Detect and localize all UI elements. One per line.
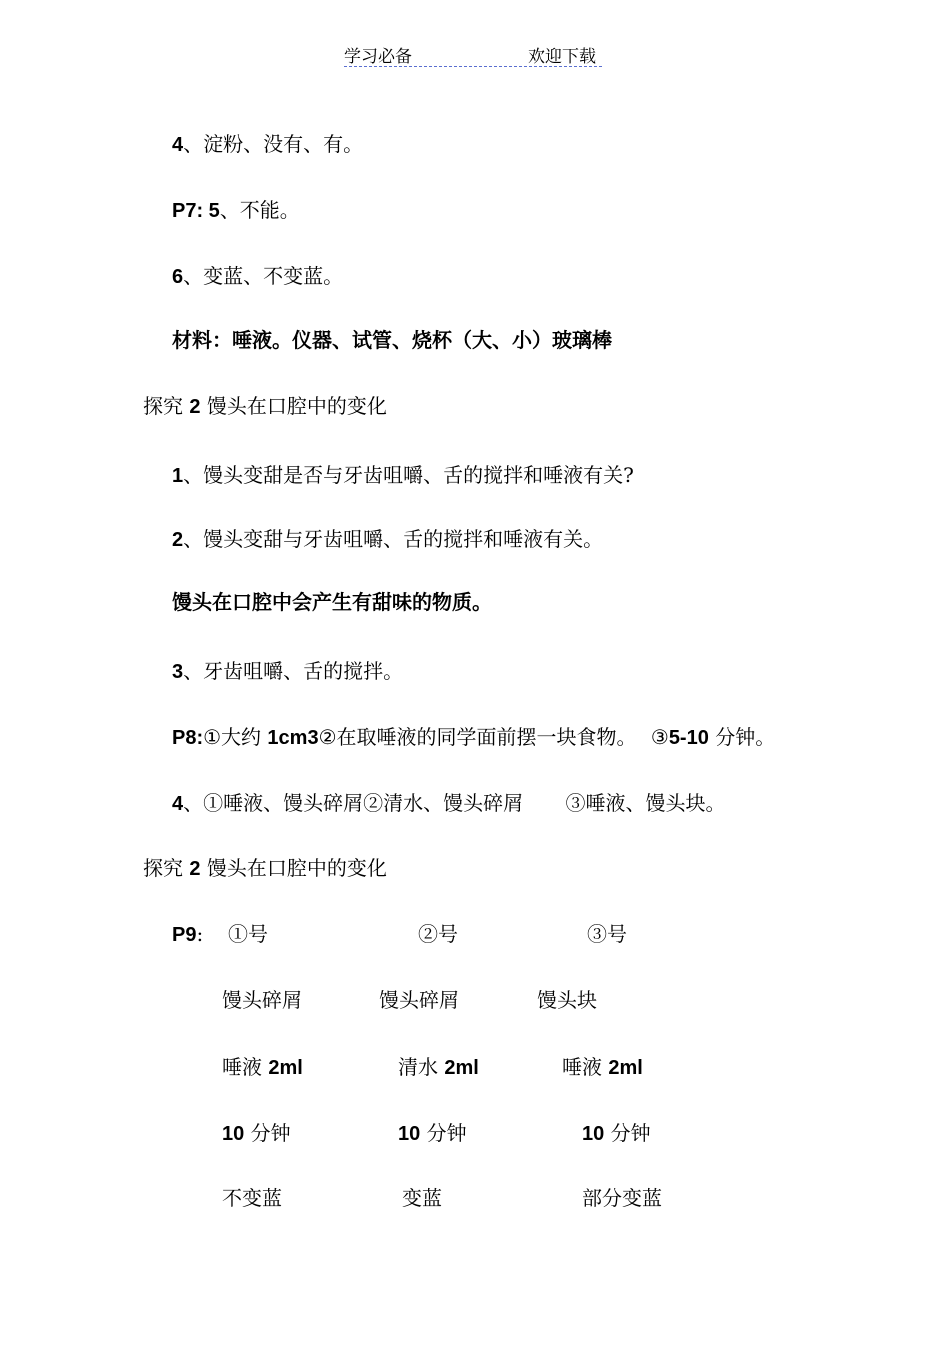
liquid-name: 唾液 [562, 1055, 602, 1079]
line-text: 、①唾液、馒头碎屑②清水、馒头碎屑 [183, 791, 524, 815]
tube-1-header: ①号 [228, 922, 268, 946]
liquid-name: 唾液 [222, 1055, 262, 1079]
answer-line-2 [172, 527, 603, 552]
time-value: 10 [398, 1123, 421, 1145]
item-number: P7: 5 [172, 200, 220, 222]
time-value: 10 [582, 1123, 605, 1145]
time-value: 10 [222, 1123, 245, 1145]
liquid-volume: 2ml [268, 1057, 303, 1079]
volume-value: 1cm3 [267, 727, 319, 749]
tube-3-result: 部分变蓝 [582, 1186, 662, 1210]
answer-line-1 [172, 463, 634, 488]
tube-2-time [398, 1121, 467, 1146]
tube-3-header: ③号 [587, 922, 627, 946]
line-text: ①大约 [203, 725, 262, 749]
time-unit: 分钟 [250, 1121, 291, 1145]
tube-3-liquid [562, 1055, 643, 1080]
tube-1-liquid [222, 1055, 303, 1080]
line-text: ②在取唾液的同学面前摆一块食物。 [318, 725, 637, 749]
item-number: 2 [172, 529, 184, 551]
answer-line-p8 [172, 725, 775, 750]
line-text: ③唾液、馒头块。 [565, 791, 726, 815]
liquid-name: 清水 [398, 1055, 438, 1079]
answer-line-p7 [172, 198, 300, 223]
page-header [344, 40, 602, 67]
tube-1-time [222, 1121, 291, 1146]
heading-text: 馒头在口腔中的变化 [206, 856, 387, 880]
line-text: ③ [650, 725, 669, 749]
tube-2-header: ②号 [418, 922, 458, 946]
line-text: 、馒头变甜与牙齿咀嚼、舌的搅拌和唾液有关。 [183, 527, 604, 551]
item-number: 4 [172, 134, 184, 156]
liquid-volume: 2ml [444, 1057, 479, 1079]
heading-text: 馒头在口腔中的变化 [206, 394, 387, 418]
heading-prefix: 探究 [143, 856, 183, 880]
heading-number: 2 [189, 858, 201, 880]
header-left-text: 学习必备 [344, 47, 412, 67]
item-number: P8: [172, 727, 204, 749]
tube-3-time [582, 1121, 651, 1146]
tube-1-result: 不变蓝 [222, 1186, 282, 1210]
line-text: 、馒头变甜是否与牙齿咀嚼、舌的搅拌和唾液有关? [183, 463, 634, 487]
duration-value: 5-10 [668, 727, 709, 749]
tube-3-material: 馒头块 [537, 988, 597, 1012]
conclusion-line: 馒头在口腔中会产生有甜味的物质。 [172, 590, 492, 614]
line-text: 分钟。 [715, 725, 776, 749]
section-heading [143, 394, 387, 419]
item-number: 4 [172, 793, 184, 815]
time-unit: 分钟 [426, 1121, 467, 1145]
tube-2-result: 变蓝 [402, 1186, 442, 1210]
heading-number: 2 [189, 396, 201, 418]
section-heading-2 [143, 856, 387, 881]
line-text: 、牙齿咀嚼、舌的搅拌。 [183, 659, 404, 683]
answer-line-3 [172, 659, 403, 684]
heading-prefix: 探究 [143, 394, 183, 418]
p9-label-text: P9 [172, 924, 197, 946]
liquid-volume: 2ml [608, 1057, 643, 1079]
item-number: 6 [172, 266, 184, 288]
item-number: 3 [172, 661, 184, 683]
answer-line-6 [172, 264, 343, 289]
header-right-text: 欢迎下载 [528, 47, 596, 67]
line-text: 、淀粉、没有、有。 [183, 132, 364, 156]
tube-2-material: 馒头碎屑 [379, 988, 459, 1012]
tube-1-material: 馒头碎屑 [222, 988, 302, 1012]
item-number: 1 [172, 465, 184, 487]
p9-colon: : [196, 922, 204, 946]
line-text: 、变蓝、不变蓝。 [183, 264, 344, 288]
answer-line-4 [172, 132, 363, 157]
materials-line: 材料：唾液。仪器、试管、烧杯（大、小）玻璃棒 [172, 328, 612, 352]
time-unit: 分钟 [610, 1121, 651, 1145]
p9-label [172, 922, 203, 947]
line-text: 、不能。 [219, 198, 300, 222]
tube-2-liquid [398, 1055, 479, 1080]
answer-line-4b [172, 791, 725, 816]
